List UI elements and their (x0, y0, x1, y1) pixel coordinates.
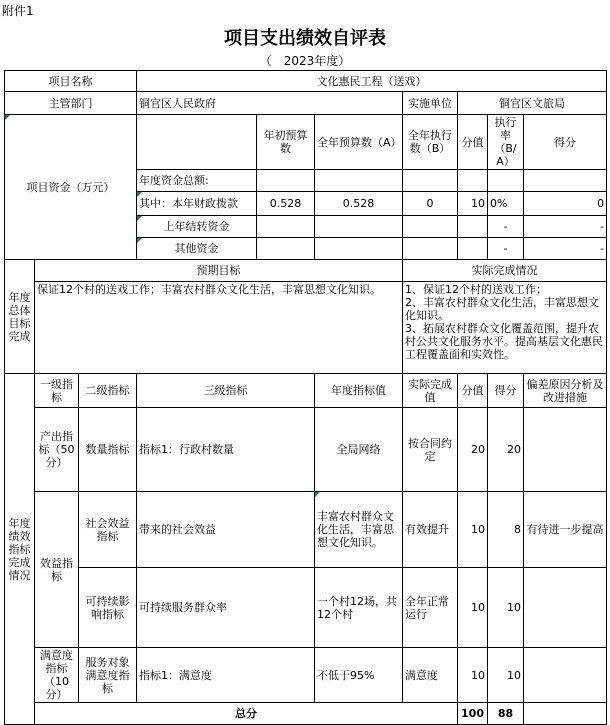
row1-level1: 产出指标（50分） (35, 408, 79, 492)
expected-header: 预期目标 (35, 260, 403, 282)
row1-level2: 数量指标 (79, 408, 137, 492)
empty-cell (257, 238, 315, 260)
row4-level3: 指标1：满意度 (137, 648, 315, 703)
impl-value: 铜官区文旅局 (458, 92, 607, 115)
dept-value: 铜官区人民政府 (137, 92, 403, 115)
row3-reason (524, 568, 607, 648)
col-full-budget: 全年预算数（A） (315, 115, 403, 170)
empty-cell (458, 238, 488, 260)
h-level2: 二级指标 (79, 374, 137, 408)
fiscal-exec: 0 (403, 192, 458, 216)
col-full-exec: 全年执行数（B） (403, 115, 458, 170)
row3-score: 10 (488, 568, 524, 648)
row4-target: 不低于95% (315, 648, 403, 703)
row3-value: 10 (458, 568, 488, 648)
row3-level2: 可持续影响指标 (79, 568, 137, 648)
row1-target: 全局网络 (315, 408, 403, 492)
fiscal-score-value: 10 (458, 192, 488, 216)
row1-actual: 按合同约定 (403, 408, 458, 492)
other-rate: - (488, 238, 524, 260)
row2-value: 10 (458, 492, 488, 568)
empty-cell (257, 216, 315, 238)
dept-label: 主管部门 (5, 92, 137, 115)
total-score: 88 (488, 703, 524, 725)
row1-score: 20 (488, 408, 524, 492)
empty-cell (315, 170, 403, 192)
fiscal-full: 0.528 (315, 192, 403, 216)
col-score: 得分 (524, 115, 607, 170)
funds-other-label: 其他资金 (137, 238, 257, 260)
total-label: 总分 (35, 703, 458, 725)
actual-header: 实际完成情况 (403, 260, 607, 282)
empty-cell (458, 216, 488, 238)
self-evaluation-table (4, 70, 607, 725)
row4-value: 10 (458, 648, 488, 703)
perf-label: 年度绩效指标完成情况 (5, 374, 35, 725)
expected-goal: 保证12个村的送戏工作；丰富农村群众文化生活，丰富思想文化知识。 (35, 282, 403, 374)
row4-score: 10 (488, 648, 524, 703)
row4-reason (524, 648, 607, 703)
h-target: 年度指标值 (315, 374, 403, 408)
funds-header-blank (137, 115, 257, 170)
empty-cell (403, 170, 458, 192)
h-score: 得分 (488, 374, 524, 408)
fiscal-initial: 0.528 (257, 192, 315, 216)
row3-target: 一个村12场，共12个村 (315, 568, 403, 648)
empty-cell (488, 170, 524, 192)
row4-actual: 满意度 (403, 648, 458, 703)
h-level1: 一级指标 (35, 374, 79, 408)
funds-total-label: 年度资金总额: (137, 170, 257, 192)
row1-value: 20 (458, 408, 488, 492)
funds-label: 项目资金（万元） (5, 115, 137, 260)
row2-level1: 效益指标 (35, 492, 79, 648)
year-label: （ 2023年度） (259, 54, 351, 68)
row1-reason (524, 408, 607, 492)
fiscal-rate: 0% (488, 192, 524, 216)
h-level3: 三级指标 (137, 374, 315, 408)
total-value: 100 (458, 703, 488, 725)
total-blank (524, 703, 607, 725)
row2-level3: 带来的社会效益 (137, 492, 315, 568)
empty-cell (524, 170, 607, 192)
header-area (0, 0, 610, 70)
impl-label: 实施单位 (403, 92, 458, 115)
empty-cell (315, 216, 403, 238)
row2-score: 8 (488, 492, 524, 568)
row2-level2: 社会效益指标 (79, 492, 137, 568)
h-reason: 偏差原因分析及改进措施 (524, 374, 607, 408)
row2-target: 丰富农村群众文化生活，丰富思想文化知识。 (315, 492, 403, 568)
fiscal-score: 0 (524, 192, 607, 216)
carry-rate: - (488, 216, 524, 238)
row4-level1: 满意度指标（10分） (35, 648, 79, 703)
col-exec-rate: 执行率（B/A） (488, 115, 524, 170)
h-actual: 实际完成值 (403, 374, 458, 408)
empty-cell (257, 170, 315, 192)
row2-actual: 有效提升 (403, 492, 458, 568)
row2-reason: 有待进一步提高 (524, 492, 607, 568)
row4-level2: 服务对象满意度指标 (79, 648, 137, 703)
carry-score: - (524, 216, 607, 238)
funds-carry-label: 上年结转资金 (137, 216, 257, 238)
col-initial-budget: 年初预算数 (257, 115, 315, 170)
row3-level3: 可持续服务群众率 (137, 568, 315, 648)
h-value: 分值 (458, 374, 488, 408)
empty-cell (403, 216, 458, 238)
overall-label: 年度总体目标完成 (5, 260, 35, 374)
row3-actual: 全年正常运行 (403, 568, 458, 648)
empty-cell (403, 238, 458, 260)
col-score-value: 分值 (458, 115, 488, 170)
actual-result: 1、保证12个村的送戏工作； 2、丰富农村群众文化生活，丰富思想文化知识。 3、拓展农村群众文化覆盖范围，提升农村公共文化服务水平。提高基层文化惠民工程覆盖面和实效性。 (403, 282, 607, 374)
other-score: - (524, 238, 607, 260)
funds-fiscal-label: 其中：本年财政拨款 (137, 192, 257, 216)
attachment-label: 附件1 (2, 4, 34, 18)
empty-cell (458, 170, 488, 192)
row1-level3: 指标1：行政村数量 (137, 408, 315, 492)
project-name-value: 文化惠民工程（送戏） (137, 71, 607, 92)
project-name-label: 项目名称 (5, 71, 137, 92)
page-title: 项目支出绩效自评表 (224, 28, 386, 49)
empty-cell (315, 238, 403, 260)
